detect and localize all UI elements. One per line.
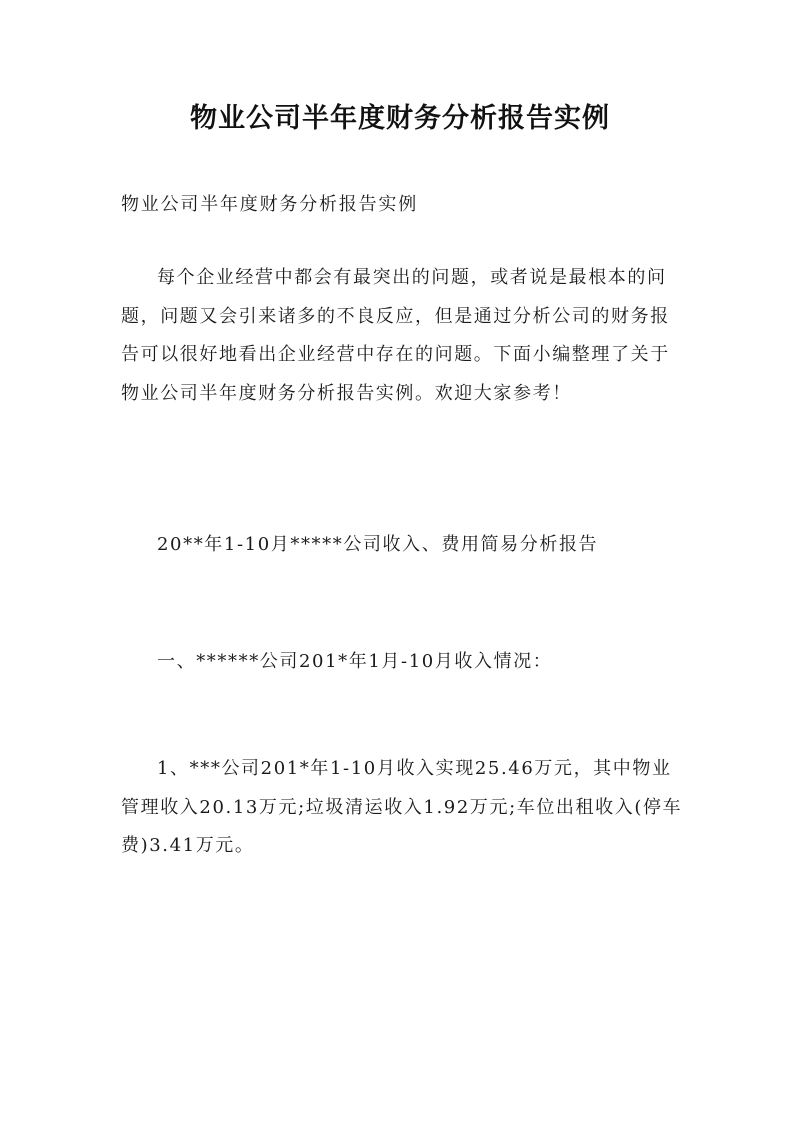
section-heading-income: 一、******公司201*年1月-10月收入情况： [157, 651, 553, 672]
document-title: 物业公司半年度财务分析报告实例 [190, 103, 610, 134]
intro-paragraph: 每个企业经营中都会有最突出的问题，或者说是最根本的问题，问题又会引来诸多的不良反应，但是通过分析公司的财务报告可以很好地看出企业经营中存在的问题。下面小编整理了关于物业公司半年度财务分析报告实例。欢迎大家参考！ [121, 267, 670, 404]
income-detail-paragraph: 1、***公司201*年1-10月收入实现25.46万元，其中物业管理收入20.13万元;垃圾清运收入1.92万元;车位出租收入(停车费)3.41万元。 [121, 758, 683, 856]
report-heading: 20**年1-10月*****公司收入、费用简易分析报告 [157, 534, 599, 555]
document-subtitle: 物业公司半年度财务分析报告实例 [121, 194, 418, 215]
